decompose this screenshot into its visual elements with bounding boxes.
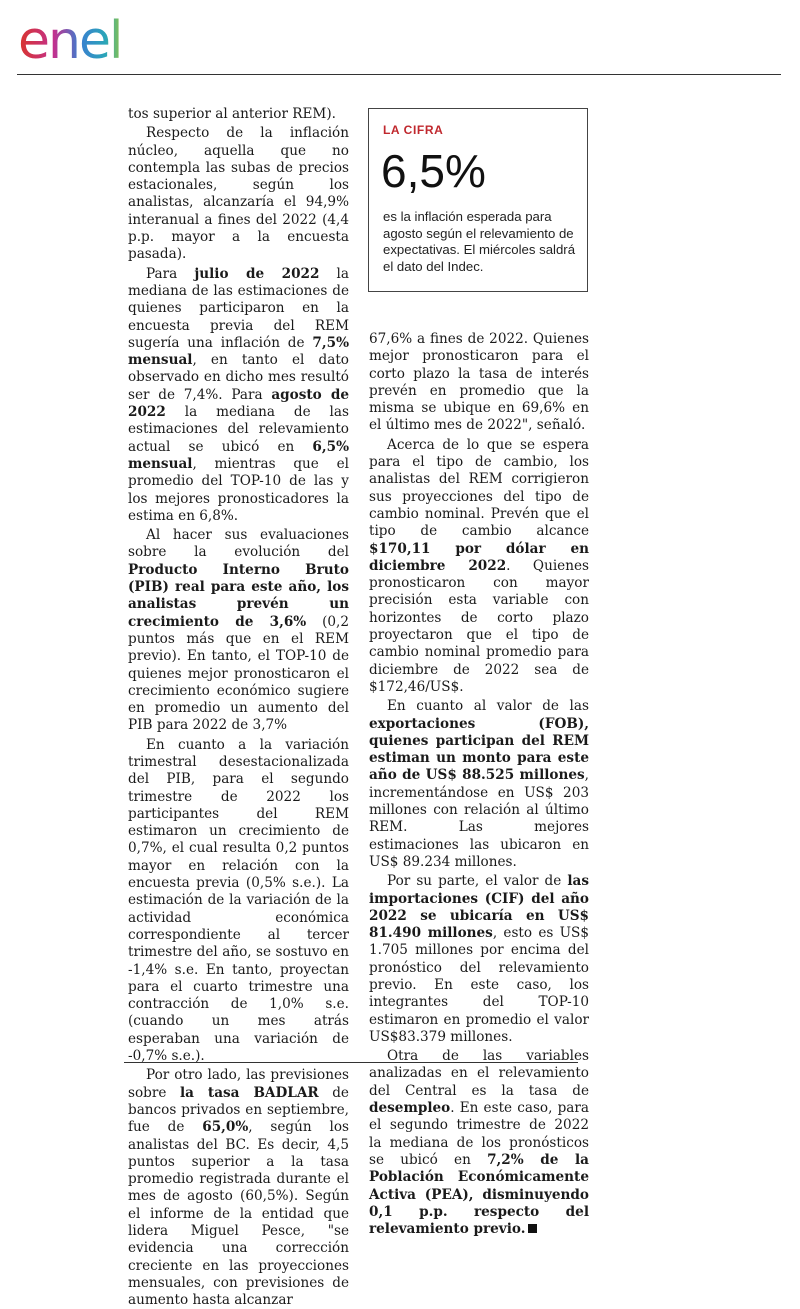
text-run: la mediana de las estimaciones de quienes participaron en la encuesta previa del REM sugería una inflación de bbox=[128, 265, 349, 351]
text-run: Por otro lado, las previsiones sobre bbox=[128, 1067, 349, 1101]
text-run: , en tanto el dato observado en dicho mes resultó ser de 7,4%. Para bbox=[128, 352, 349, 403]
article-paragraph bbox=[128, 125, 349, 263]
callout-label: LA CIFRA bbox=[383, 123, 444, 137]
callout-box bbox=[368, 108, 588, 292]
text-run: la mediana de las estimaciones del relevamiento actual se ubicó en bbox=[128, 404, 349, 455]
text-run: Acerca de lo que se espera para el tipo de cambio, los analistas del REM corrigieron sus proyecciones del tipo de cambio nominal. Prevén que el tipo de cambio alcance bbox=[369, 436, 589, 540]
enel-logo bbox=[18, 10, 178, 66]
article-paragraph bbox=[369, 1048, 589, 1238]
article-paragraph bbox=[128, 106, 349, 123]
bold-text: $170,11 por dólar en diciembre 2022 bbox=[369, 540, 589, 574]
bold-text: Producto Interno Bruto (PIB) real para este año, los analistas prevén un crecimiento de 3,6% bbox=[128, 561, 349, 630]
text-run: 67,6% a fines de 2022. Quienes mejor pronosticaron para el corto plazo la tasa de interés prevén en promedio que la misma se ubique en 69,6% en el último mes de 2022", señaló. bbox=[369, 331, 589, 434]
svg-text:enel: enel bbox=[18, 11, 122, 66]
text-run: Otra de las variables analizadas en el relevamiento del Central es la tasa de bbox=[369, 1048, 589, 1099]
text-run: Al hacer sus evaluaciones sobre la evolución del bbox=[128, 527, 349, 561]
text-run: tos superior al anterior REM). bbox=[128, 106, 336, 122]
text-run: Por su parte, el valor de bbox=[387, 873, 568, 890]
text-run: En cuanto a la variación trimestral desestacionalizada del PIB, para el segundo trimestre de 2022 los participantes del REM estimaron un crecimiento de 0,7%, el cual resulta 0,2 puntos mayor en relación con la encuesta previa (0,5% s.e.). La estimación de la variación de la actividad económica correspondiente al tercer trimestre del año, se sostuvo en -1,4% s.e. En tanto, proyectan para el cuarto trimestre una contracción de 1,0% s.e. (cuando un mes atrás esperaban una variación de -0,7% s.e.). bbox=[128, 736, 349, 1065]
bold-text: julio de 2022 bbox=[194, 265, 320, 282]
article-paragraph bbox=[369, 698, 589, 871]
text-run: . Quienes pronosticaron con mayor precisión esta variable con horizontes de corto plazo proyectaron que el tipo de cambio nominal promedio para diciembre de 2022 sea de $172,46/US$. bbox=[369, 557, 589, 695]
bold-text: 65,0% bbox=[202, 1119, 249, 1136]
callout-figure: 6,5% bbox=[381, 145, 486, 197]
text-run: , mientras que el promedio del TOP-10 de las y los mejores pronosticadores la estima en 6,8%. bbox=[128, 455, 349, 524]
article-paragraph bbox=[128, 527, 349, 735]
end-of-article-mark bbox=[528, 1224, 537, 1233]
article-paragraph bbox=[369, 437, 589, 696]
bold-text: 7,5% mensual bbox=[128, 334, 349, 369]
bold-text: exportaciones (FOB), quienes participan del REM estiman un monto para este año de US$ 88.525 millones bbox=[369, 715, 589, 784]
text-run: En cuanto al valor de las bbox=[387, 698, 589, 715]
bold-text: las importaciones (CIF) del año 2022 se ubicaría en US$ 81.490 millones bbox=[369, 873, 589, 942]
text-run: de bancos privados en septiembre, fue de bbox=[128, 1084, 349, 1136]
text-run: , esto es US$ 1.705 millones por encima del pronóstico del relevamiento previo. En este caso, los integrantes del TOP-10 estimaron en promedio el valor US$83.379 millones. bbox=[369, 925, 590, 1045]
callout-description: es la inflación esperada para agosto según el relevamiento de expectativas. El miércoles saldrá el dato del Indec. bbox=[383, 209, 576, 274]
header-rule bbox=[17, 74, 781, 75]
bold-text: desempleo bbox=[369, 1100, 451, 1117]
article-paragraph bbox=[369, 873, 589, 1046]
text-run: . En este caso, para el segundo trimestre de 2022 la mediana de los pronósticos se ubicó en bbox=[369, 1100, 589, 1168]
text-run: (0,2 puntos más que en el REM previo). En tanto, el TOP-10 de quienes mejor pronosticaron el crecimiento económico sugiere en promedio un aumento del PIB para 2022 de 3,7% bbox=[128, 613, 349, 734]
article-paragraph bbox=[128, 1067, 349, 1309]
bold-text: 7,2% de la Población Económicamente Activa (PEA), disminuyendo 0,1 p.p. respecto del relevamiento previo. bbox=[369, 1151, 589, 1238]
text-run: , incrementándose en US$ 203 millones con relación al último REM. Las mejores estimaciones las ubicaron en US$ 89.234 millones. bbox=[369, 767, 589, 870]
article-paragraph bbox=[369, 331, 589, 435]
text-run: Respecto de la inflación núcleo, aquella que no contempla las subas de precios estacionales, según los analistas, alcanzaría el 94,9% interanual a fines del 2022 (4,4 p.p. mayor a la encuesta pasada). bbox=[128, 125, 349, 263]
bold-text: 6,5% mensual bbox=[128, 438, 349, 472]
article-paragraph bbox=[128, 737, 349, 1066]
article-right-column bbox=[369, 331, 589, 1238]
article-left-column bbox=[128, 106, 349, 1309]
bottom-rule bbox=[124, 1062, 578, 1063]
bold-text: la tasa BADLAR bbox=[179, 1084, 319, 1101]
article-paragraph bbox=[128, 266, 349, 525]
text-run: , según los analistas del BC. Es decir, 4,5 puntos superior a la tasa promedio registrada durante el mes de agosto (60,5%). Según el informe de la entidad que lidera Miguel Pesce, "se evidencia una corrección creciente en las proyecciones mensuales, con previsiones de aumento hasta alcanzar bbox=[128, 1119, 349, 1309]
text-run: Para bbox=[146, 265, 195, 282]
bold-text: agosto de 2022 bbox=[128, 386, 349, 421]
